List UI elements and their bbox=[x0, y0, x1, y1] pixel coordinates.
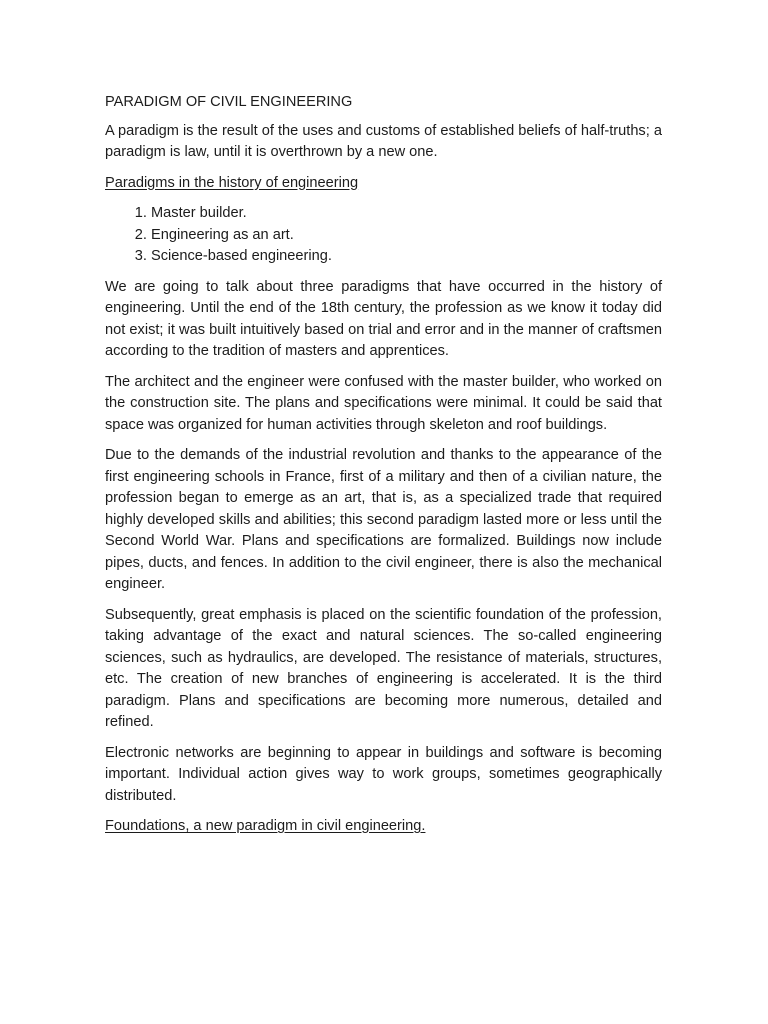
list-item: 2. Engineering as an art. bbox=[151, 225, 662, 247]
body-paragraph: Electronic networks are beginning to appear in buildings and software is becoming important. Individual action gives way to work groups, sometimes geographically distributed. bbox=[105, 744, 662, 804]
body-paragraph: Due to the demands of the industrial revolution and thanks to the appearance of the first engineering schools in France, first of a military and then of a civilian nature, the profession began to emerge as an art, that is, as a specialized trade that required highly developed skills and abilities; this second paradigm lasted more or less until the Second World War. Plans and specifications are formalized. Buildings now include pipes, ducts, and fences. In addition to the civil engineer, there is also the mechanical engineer. bbox=[105, 447, 662, 592]
list-item: 3. Science-based engineering. bbox=[151, 246, 662, 268]
body-paragraph: The architect and the engineer were confused with the master builder, who worked on the construction site. The plans and specifications were minimal. It could be said that space was organized for human activities through skeleton and roof buildings. bbox=[105, 373, 662, 433]
body-paragraph: We are going to talk about three paradigms that have occurred in the history of engineering. Until the end of the 18th century, the profession as we know it today did not exist; it was built intuitively based on trial and error and in the manner of craftsmen according to the tradition of masters and apprentices. bbox=[105, 278, 662, 359]
history-heading: Paradigms in the history of engineering bbox=[105, 174, 359, 191]
body-paragraph: Subsequently, great emphasis is placed on the scientific foundation of the profession, taking advantage of the exact and natural sciences. The so-called engineering sciences, such as hydraulics, are developed. The resistance of materials, structures, etc. The creation of new branches of engineering is accelerated. It is the third paradigm. Plans and specifications are becoming more numerous, detailed and refined. bbox=[105, 606, 662, 730]
foundations-heading: Foundations, a new paradigm in civil engineering. bbox=[105, 818, 426, 834]
paradigm-list bbox=[105, 203, 662, 268]
list-item: 1. Master builder. bbox=[151, 203, 662, 225]
intro-paragraph: A paradigm is the result of the uses and customs of established beliefs of half-truths; a paradigm is law, until it is overthrown by a new one. bbox=[105, 122, 662, 160]
document-title: PARADIGM OF CIVIL ENGINEERING bbox=[105, 94, 353, 110]
